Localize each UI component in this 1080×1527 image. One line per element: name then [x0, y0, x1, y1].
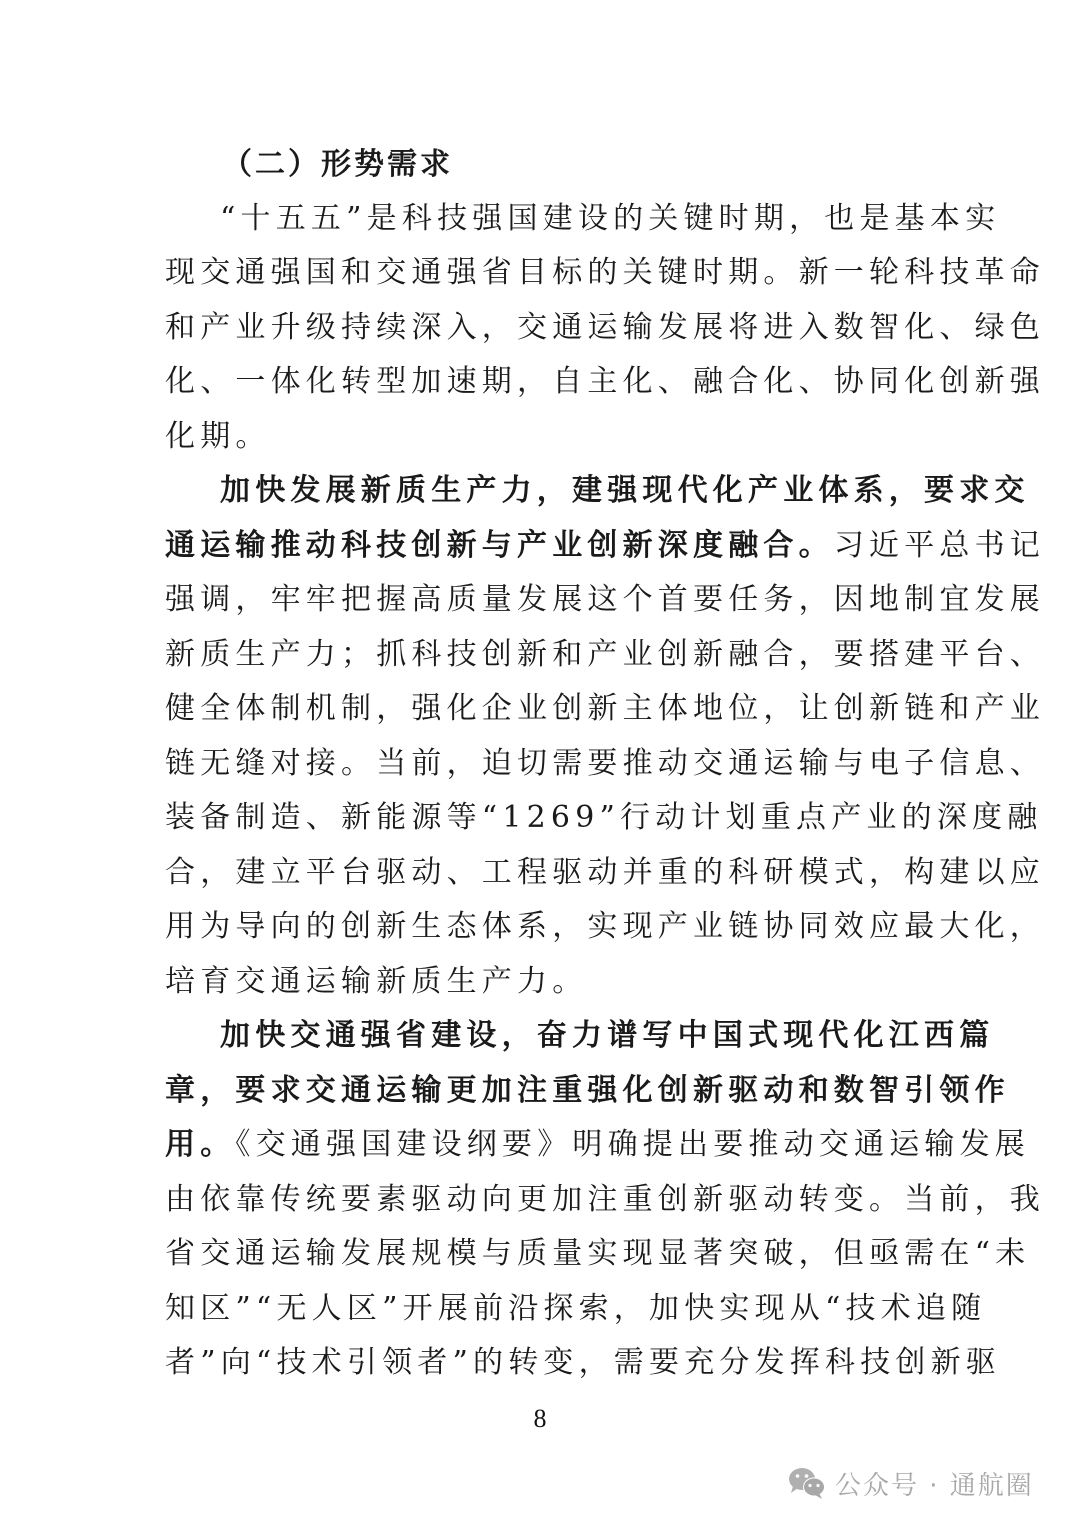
paragraph-2-line-7: 装备制造、新能源等“1269”行动计划重点产业的深度融 [165, 800, 1043, 835]
paragraph-2-line-4: 新质生产力；抓科技创新和产业创新融合，要搭建平台、 [165, 637, 1045, 672]
paragraph-3-line-1: 加快交通强省建设，奋力谱写中国式现代化江西篇 [220, 1018, 995, 1053]
paragraph-3-line-4: 由依靠传统要素驱动向更加注重创新驱动转变。当前，我 [165, 1182, 1045, 1217]
paragraph-1-line-2: 现交通强国和交通强省目标的关键时期。新一轮科技革命 [165, 255, 1045, 290]
paragraph-3-line-3 [165, 1118, 1031, 1172]
page-number: 8 [533, 1404, 547, 1433]
paragraph-2-bold-lead-end: 通运输推动科技创新与产业创新深度融合。 [165, 528, 834, 563]
paragraph-3-line-7: 者”向“技术引领者”的转变，需要充分发挥科技创新驱 [165, 1345, 1002, 1380]
paragraph-3-line-5: 省交通运输发展规模与质量实现显著突破，但亟需在“未 [165, 1236, 1031, 1271]
paragraph-2-line-1: 加快发展新质生产力，建强现代化产业体系，要求交 [220, 473, 1030, 508]
paragraph-1-line-5: 化期。 [165, 419, 271, 454]
paragraph-2-line-10: 培育交通运输新质生产力。 [165, 964, 588, 999]
paragraph-3-line-2: 章，要求交通运输更加注重强化创新驱动和数智引领作 [165, 1073, 1010, 1108]
paragraph-2-line-5: 健全体制机制，强化企业创新主体地位，让创新链和产业 [165, 691, 1045, 726]
watermark-text: 公众号 · 通航圈 [835, 1470, 1034, 1501]
wechat-icon [787, 1466, 827, 1500]
paragraph-1-line-1: “十五五”是科技强国建设的关键时期，也是基本实 [220, 201, 1001, 236]
paragraph-2-line-2 [165, 519, 1046, 573]
paragraph-2-line-8: 合，建立平台驱动、工程驱动并重的科研模式，构建以应 [165, 855, 1045, 890]
paragraph-2-line-9: 用为导向的创新生态体系，实现产业链协同效应最大化， [165, 909, 1045, 944]
paragraph-3-line-6: 知区”“无人区”开展前沿探索，加快实现从“技术追随 [165, 1291, 987, 1326]
paragraph-1-line-3: 和产业升级持续深入，交通运输发展将进入数智化、绿色 [165, 310, 1045, 345]
paragraph-3-line-3-rest: 《交通强国建设纲要》明确提出要推动交通运输发展 [235, 1127, 1031, 1162]
section-heading: （二）形势需求 [222, 147, 453, 182]
paragraph-2-line-3: 强调，牢牢把握高质量发展这个首要任务，因地制宜发展 [165, 582, 1045, 617]
paragraph-2-line-2-rest: 习近平总书记 [833, 528, 1046, 563]
paragraph-3-bold-lead-end: 用。 [165, 1127, 236, 1162]
paragraph-2-line-6: 链无缝对接。当前，迫切需要推动交通运输与电子信息、 [165, 746, 1045, 781]
wechat-watermark [787, 1463, 1034, 1503]
paragraph-1-line-4: 化、一体化转型加速期，自主化、融合化、协同化创新强 [165, 364, 1045, 399]
